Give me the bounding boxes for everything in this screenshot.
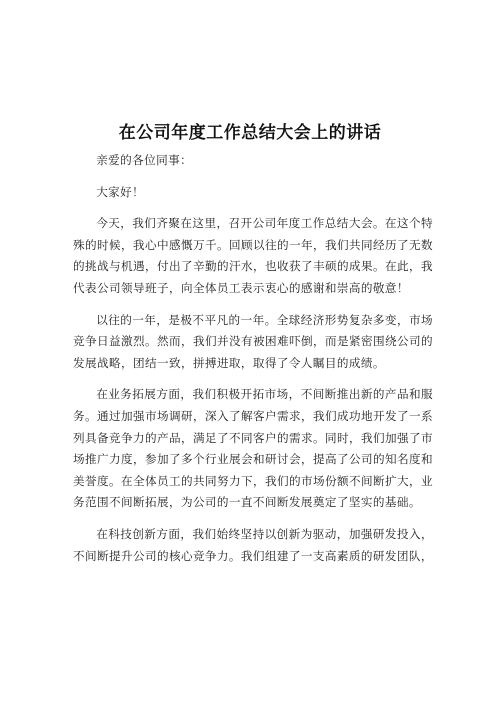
paragraph-opening: 今天，我们齐聚在这里，召开公司年度工作总结大会。在这个特殊的时候，我心中感慨万千。回顾以往的一年，我们共同经历了无数的挑战与机遇，付出了辛勤的汗水，也收获了丰硕的成果。在此，我代表公司领导班子，向全体员工表示衷心的感谢和崇高的敬意！	[73, 216, 433, 295]
paragraph-review: 以往的一年，是极不平凡的一年。全球经济形势复杂多变，市场竞争日益激烈。然而，我们并没有被困难吓倒，而是紧密围绕公司的发展战略，团结一致，拼搏进取，取得了令人瞩目的成绩。	[73, 312, 433, 370]
paragraph-business: 在业务拓展方面，我们积极开拓市场，不间断推出新的产品和服务。通过加强市场调研，深入了解客户需求，我们成功地开发了一系列具备竞争力的产品，满足了不同客户的需求。同时，我们加强了市场推广力度，参加了多个行业展会和研讨会，提高了公司的知名度和美誉度。在全体员工的共同努力下，我们的市场份额不间断扩大，业务范围不间断拓展，为公司的一直不间断发展奠定了坚实的基础。	[73, 387, 433, 510]
greeting: 大家好！	[96, 184, 145, 199]
document-body	[73, 150, 433, 577]
paragraph-innovation: 在科技创新方面，我们始终坚持以创新为驱动，加强研发投入，不间断提升公司的核心竞争力。我们组建了一支高素质的研发团队，	[73, 526, 433, 563]
document-title: 在公司年度工作总结大会上的讲话	[118, 123, 382, 143]
salutation: 亲爱的各位同事：	[96, 153, 193, 167]
